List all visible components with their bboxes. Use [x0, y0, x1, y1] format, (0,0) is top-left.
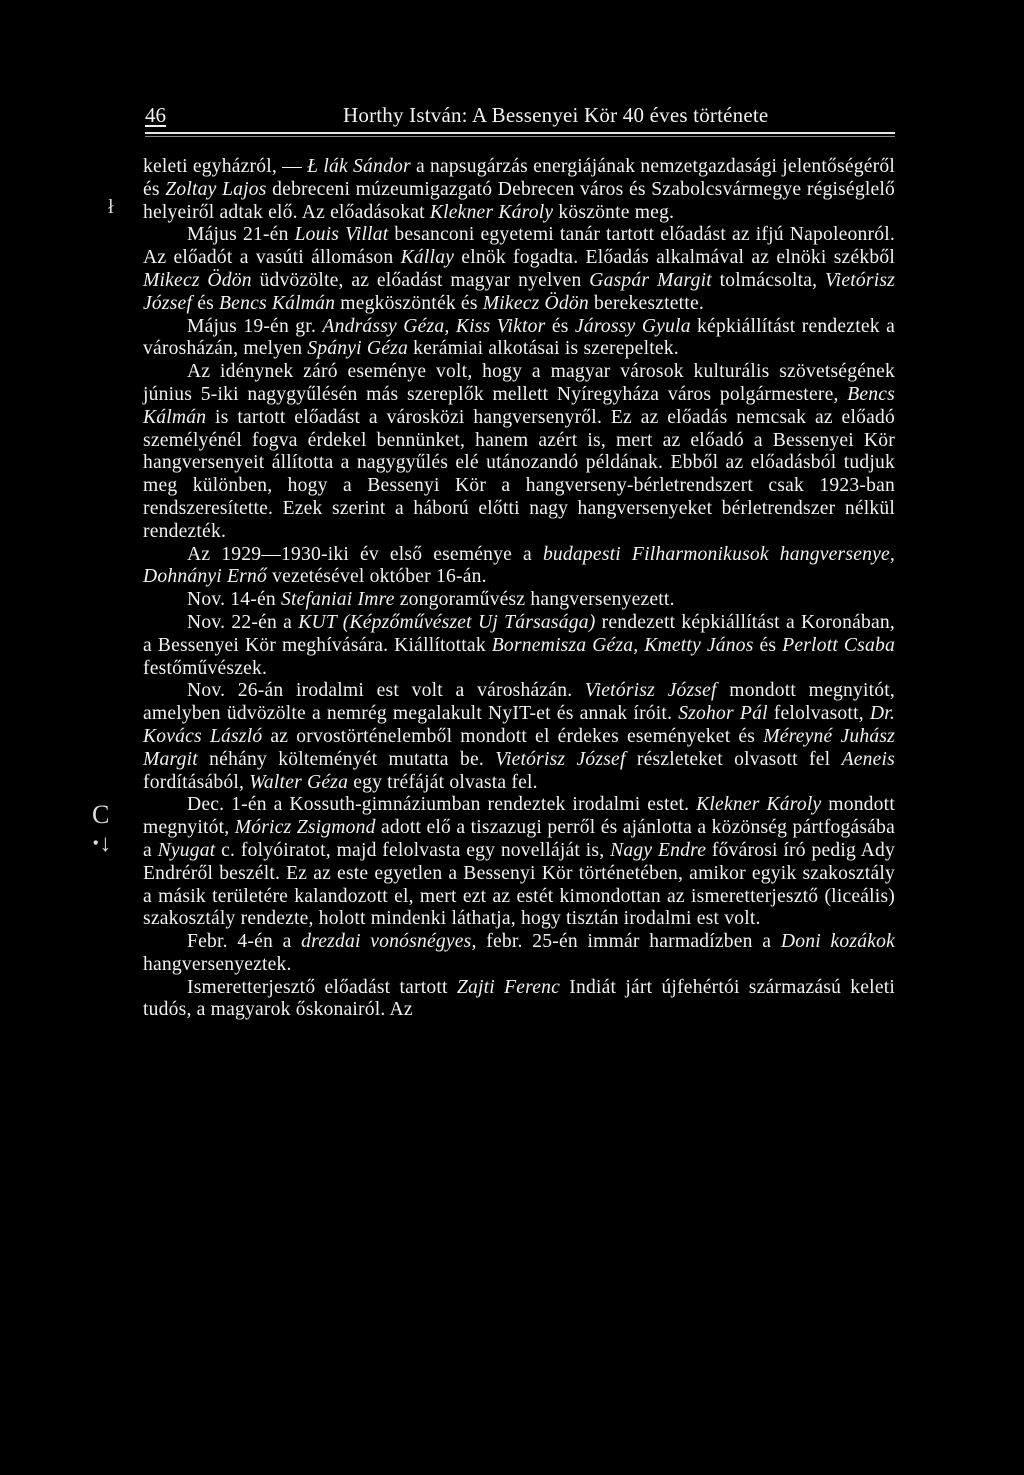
italic-name: Klekner Károly — [696, 794, 822, 816]
text-run: fordításából, — [143, 771, 250, 793]
italic-name: KUT (Képzőművészet Uj Társasága) — [298, 611, 596, 633]
text-run: hangversenyeztek. — [143, 953, 292, 975]
paragraph — [143, 680, 895, 794]
margin-note-bottom: C — [92, 800, 110, 829]
text-run: megköszönték és — [335, 292, 483, 314]
text-run: üdvözölte, az előadást magyar nyelven — [251, 269, 590, 291]
text-run: Febr. 4-én a — [187, 931, 302, 953]
italic-name: Gaspár Margit — [589, 269, 712, 291]
paragraph — [143, 361, 895, 543]
text-run: mondott megnyitót, — [143, 794, 895, 839]
text-run: és — [192, 292, 220, 314]
text-run: besanconi egyetemi tanár tartott előadást az ifjú Napoleonról. Az előadót a vasúti állomáson — [143, 224, 895, 269]
italic-name: Spányi Géza — [307, 338, 408, 360]
paragraph — [143, 224, 895, 315]
text-run: Nov. 26-án irodalmi est volt a városházán. — [187, 680, 585, 702]
paragraph — [143, 544, 895, 590]
italic-name: Dr. Kovács László — [143, 703, 895, 747]
text-run: keleti egyházról, — — [143, 156, 308, 177]
text-run: Indiát járt újfehértói származású keleti tudós, a magyarok őskonairól. Az — [143, 976, 896, 1021]
text-run: Az 1929—1930-iki év első eseménye a — [187, 543, 543, 565]
italic-name: Móricz Zsigmond — [234, 817, 376, 839]
paragraph — [143, 612, 895, 680]
text-run: az orvostörténelemből mondott el érdekes eseményeket és — [262, 725, 764, 747]
italic-name: Ł lák Sándor — [307, 156, 411, 177]
italic-name: Perlott Csaba — [782, 634, 895, 656]
text-run: kerámiai alkotásai is szerepeltek. — [408, 338, 679, 360]
italic-name: Bencs Kálmán — [219, 292, 336, 314]
text-run: részleteket olvasott fel — [625, 748, 842, 770]
italic-name: Bornemisza Géza, Kmetty János — [491, 634, 754, 656]
page-body — [143, 156, 895, 1022]
italic-name: budapesti Filharmonikusok hangversenye, Dohnányi Ernő — [143, 543, 895, 588]
paragraph — [143, 794, 895, 931]
text-run: fővárosi író pedig Ady Endréről beszélt. Ez az este egyetlen a Bessenyi Kör történetében, amikor egyik szakosztály a másik területére kalandozott el, mert ezt az estét kimondottan az ismeretterjesztő (liceális) szakosztály rendezte, holott mindenki láthatja, hogy tisztán irodalmi est volt. — [143, 839, 895, 930]
margin-note-top: ł — [108, 196, 114, 218]
italic-name: Zoltay Lajos — [165, 178, 267, 200]
italic-name: drezdai vonósnégyes, — [301, 931, 477, 953]
text-run: tolmácsolta, — [711, 269, 825, 291]
italic-name: Nyugat — [157, 839, 216, 861]
italic-name: Andrássy Géza, Kiss Viktor — [322, 315, 546, 337]
italic-name: Walter Géza — [249, 771, 349, 793]
text-run: zongoraművész hangversenyezett. — [394, 589, 675, 611]
paragraph — [143, 156, 895, 224]
paragraph — [143, 977, 895, 1023]
italic-name: Méreyné Juhász Margit — [143, 725, 896, 770]
text-run: c. folyóiratot, majd felolvasta egy novelláját is, — [215, 839, 611, 861]
text-run: berekesztette. — [588, 292, 704, 314]
italic-name: Doni kozákok — [780, 931, 895, 953]
text-run: és — [545, 315, 575, 337]
paragraph — [143, 589, 895, 612]
italic-name: Mikecz Ödön — [143, 269, 252, 291]
paragraph — [143, 931, 895, 977]
text-run: debreceni múzeumigazgató Debrecen város és Szabolcsvármegye régiséglelő helyeiről adtak elő. Az előadásokat — [143, 178, 896, 223]
text-run: festőművészek. — [143, 657, 268, 679]
italic-name: Vietórisz József — [495, 748, 626, 770]
text-run: Nov. 14-én — [187, 589, 281, 611]
text-run: Az idénynek záró eseménye volt, hogy a magyar városok kulturális szövetségének június 5-iki nagygyűlésén más szereplők mellett Nyíregyháza város polgármestere, — [143, 361, 895, 405]
text-run: Május 21-én — [187, 224, 295, 246]
header-rule — [145, 132, 895, 134]
text-run: köszönte meg. — [553, 201, 675, 223]
text-run: felolvasott, — [767, 703, 870, 725]
text-run: mondott megnyitót, amelyben üdvözölte a nemrég megalakult NyIT-et és annak íróit. — [143, 680, 895, 725]
text-run: Nov. 22-én a — [187, 611, 299, 633]
italic-name: Zajti Ferenc — [456, 976, 561, 998]
italic-name: Vietórisz József — [143, 269, 895, 314]
text-run: elnök fogadta. Előadás alkalmával az elnöki székből — [454, 247, 895, 269]
italic-name: Kállay — [400, 247, 455, 269]
paragraph — [143, 316, 895, 362]
italic-name: Bencs Kálmán — [143, 383, 895, 428]
running-title: Horthy István: A Bessenyei Kör 40 éves története — [343, 103, 769, 127]
page-number: 46 — [145, 103, 166, 127]
text-run: és — [753, 634, 783, 656]
italic-name: Stefaniai Imre — [280, 589, 395, 611]
margin-note-bottom-mark: ꞏ↓ — [92, 831, 112, 857]
header-rule-thin — [145, 136, 895, 137]
italic-name: Aeneis — [841, 748, 895, 770]
text-run: a napsugárzás energiájának nemzetgazdasági jelentőségéről és — [143, 156, 895, 200]
text-run: Dec. 1-én a Kossuth-gimnáziumban rendeztek irodalmi estet. — [187, 794, 697, 816]
text-run: vezetésével október 16-án. — [266, 566, 487, 588]
text-run: adott elő a tiszazugi perről és ajánlotta a közönség pártfogásába a — [143, 817, 896, 861]
italic-name: Vietórisz József — [584, 680, 717, 702]
text-run: egy tréfáját olvasta fel. — [348, 771, 538, 793]
text-run: is tartott előadást a városközi hangversenyről. Ez az előadás nemcsak az előadó személyénél fogva érdekel bennünket, hanem azért is, mert az előadó a Bessenyei Kör hangversenyeit állította a nagygyűlés elé utánozandó példának. Ebből az előadásból tudjuk meg különben, hogy a Bessenyi Kör a hangverseny-bérletrendszert csak 1923-ban rendszeresítette. Ezek szerint a háború előtti nagy hangversenyeket bérletrendszer nélkül rendezték. — [143, 406, 895, 542]
italic-name: Szohor Pál — [678, 703, 768, 725]
text-run: Május 19-én gr. — [187, 315, 323, 337]
text-run: néhány költeményét mutatta be. — [197, 748, 496, 770]
italic-name: Louis Villat — [294, 224, 389, 246]
italic-name: Nagy Endre — [610, 839, 707, 861]
italic-name: Klekner Károly — [429, 201, 554, 223]
italic-name: Mikecz Ödön — [482, 292, 589, 314]
text-run: rendezett képkiállítást a Koronában, a Bessenyei Kör meghívására. Kiállítottak — [143, 611, 896, 656]
text-run: képkiállítást rendeztek a városházán, melyen — [143, 315, 895, 360]
text-run: febr. 25-én immár harmadízben a — [476, 931, 781, 953]
italic-name: Járossy Gyula — [574, 315, 691, 337]
text-run: Ismeretterjesztő előadást tartott — [187, 976, 457, 998]
